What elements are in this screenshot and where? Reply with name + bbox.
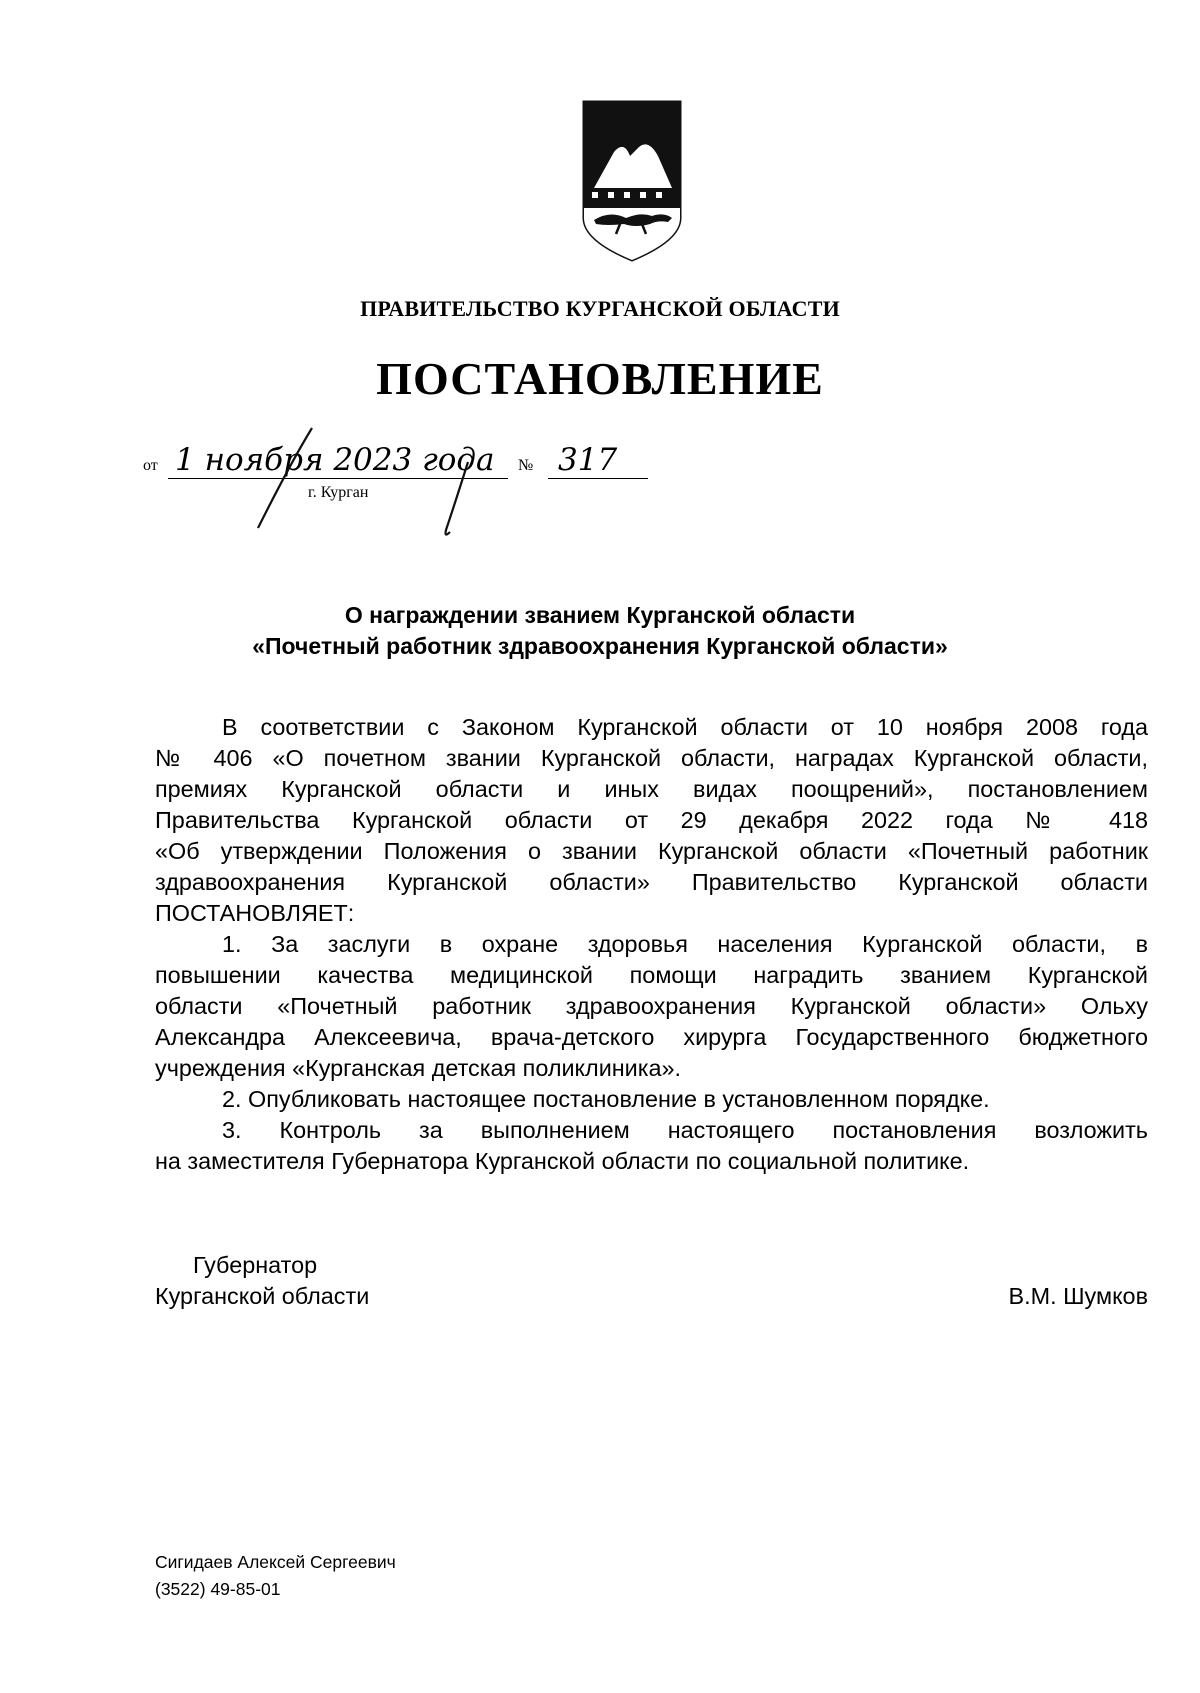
subject-line: О награждении званием Курганской области	[344, 602, 856, 628]
body-line: премиях Курганской области и иных видах поощрений», постановлением	[155, 776, 1148, 802]
body-line: учреждения «Курганская детская поликлиника».	[155, 1055, 682, 1081]
number-label: №	[518, 457, 534, 474]
body-line: ПОСТАНОВЛЯЕТ:	[155, 900, 355, 926]
body-line: на заместителя Губернатора Курганской области по социальной политике.	[155, 1148, 970, 1174]
executor-contact	[155, 1549, 396, 1603]
executor-name: Сигидаев Алексей Сергеевич	[155, 1552, 396, 1572]
body-line: области «Почетный работник здравоохранения Курганской области» Ольху	[155, 993, 1148, 1019]
body-line: № 406 «О почетном звании Курганской области, наградах Курганской области,	[155, 745, 1148, 771]
subject-line: «Почетный работник здравоохранения Курганской области»	[252, 633, 948, 659]
body-line: здравоохранения Курганской области» Правительство Курганской области	[155, 869, 1148, 895]
body-line: Правительства Курганской области от 29 декабря 2022 года № 418	[155, 807, 1148, 833]
handwritten-date: 1 ноября 2023 года	[175, 442, 495, 478]
handwritten-number: 317	[558, 442, 618, 478]
body-line: Александра Алексеевича, врача-детского хирурга Государственного бюджетного	[155, 1024, 1148, 1050]
body-line: 2. Опубликовать настоящее постановление в установленном порядке.	[222, 1086, 990, 1112]
signatory-title-line: Курганской области	[155, 1283, 370, 1309]
signatory-name: В.М. Шумков	[1008, 1283, 1148, 1309]
signatory-title-line: Губернатор	[193, 1252, 318, 1278]
coat-of-arms-icon	[580, 100, 684, 270]
body-line: «Об утверждении Положения о звании Курганской области «Почетный работник	[155, 838, 1148, 864]
handwriting-stroke	[250, 424, 330, 534]
city-label: г. Курган	[308, 484, 369, 501]
date-from-label: от	[143, 457, 158, 474]
document-subject	[0, 600, 1200, 662]
body-line: 1. За заслуги в охране здоровья населения Курганской области, в	[222, 931, 1148, 957]
body-line: 3. Контроль за выполнением настоящего постановления возложить	[222, 1117, 1148, 1143]
body-line: В соответствии с Законом Курганской области от 10 ноября 2008 года	[222, 714, 1148, 740]
document-body	[155, 712, 1148, 1177]
organization-name: ПРАВИТЕЛЬСТВО КУРГАНСКОЙ ОБЛАСТИ	[360, 296, 840, 321]
document-type-title: ПОСТАНОВЛЕНИЕ	[376, 353, 824, 404]
number-underline	[548, 478, 648, 479]
executor-phone: (3522) 49-85-01	[155, 1579, 281, 1599]
handwriting-stroke	[436, 460, 476, 540]
body-line: повышении качества медицинской помощи наградить званием Курганской	[155, 962, 1148, 988]
signatory-title	[155, 1250, 369, 1312]
